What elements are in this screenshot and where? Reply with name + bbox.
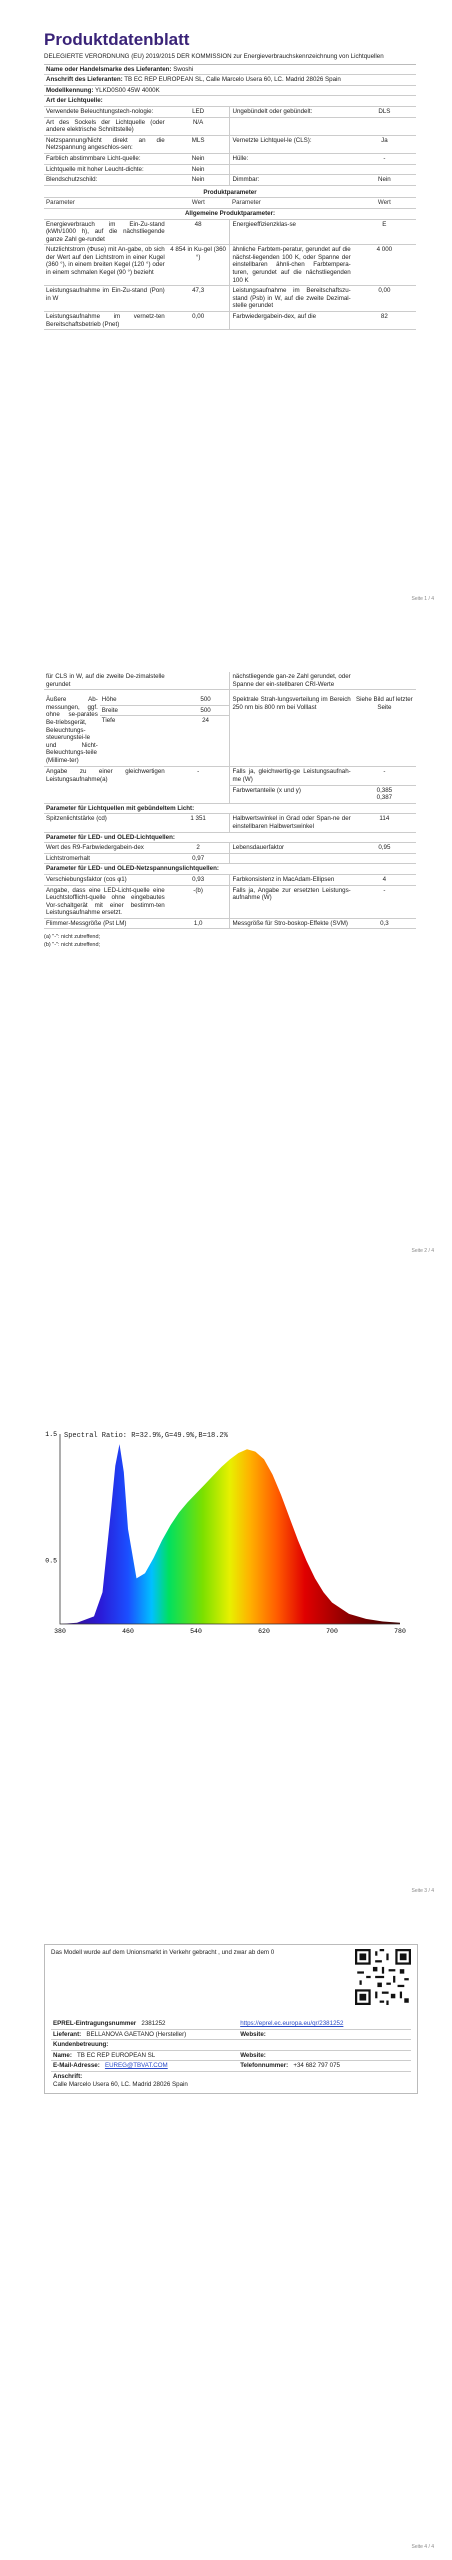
dim-width-value: 500 <box>182 705 230 716</box>
page-4 <box>0 1904 452 2560</box>
light-source-cell-label-2: Dimmbar: <box>230 175 353 186</box>
power-factor-label: Verschiebungsfaktor (cos φ1) <box>44 874 167 885</box>
mains-header: Parameter für LED- und OLED-Netzspannungslichtquellen: <box>44 864 416 875</box>
general-param-cell-label-1: Nutzlichtstrom (Φuse) mit An-gabe, ob sich der Wert auf den Lichtstrom in einer Kugel (360 °), in einem breiten Kegel (120 °) oder in einem schmalen Kegel (90 °) bezieht <box>44 245 167 286</box>
x-tick-label: 380 <box>54 1628 66 1635</box>
light-source-cell-value-2: DLS <box>353 107 416 117</box>
light-source-cell-value-2: Nein <box>353 175 416 186</box>
customer-service-label: Kundenbetreuung: <box>51 2040 411 2051</box>
general-param-cell-value-2: E <box>353 219 416 245</box>
col-value-2: Wert <box>353 198 416 209</box>
x-tick-label: 620 <box>258 1628 270 1635</box>
light-source-cell-label-2: Ungebündelt oder gebündelt: <box>230 107 353 117</box>
light-source-cell-value-1: Nein <box>167 175 230 186</box>
product-params-table <box>44 188 416 331</box>
light-source-cell-label-1: Lichtquelle mit hoher Leucht-dichte: <box>44 164 167 175</box>
supplier-name-label: Name oder Handelsmarke des Lieferanten: <box>46 65 172 73</box>
beam-angle-label: Halbwertswinkel in Grad oder Span-ne der einstellbaren Halbwertswinkel <box>230 814 353 832</box>
supplier-label: Lieferant: <box>53 2030 82 2038</box>
survival-label: Lebensdauerfaktor <box>230 843 353 854</box>
light-source-cell-value-1: Nein <box>167 153 230 164</box>
light-source-cell-label-1: Netzspannung/Nicht direkt an die Netzspannung angeschlos-sen: <box>44 135 167 153</box>
page-footer-3: Seite 3 / 4 <box>411 1888 434 1894</box>
params-table-cont <box>44 672 416 690</box>
stroboscopic-value: 0,3 <box>353 918 416 929</box>
general-param-cell-value-2: 82 <box>353 312 416 330</box>
general-param-row <box>44 245 416 286</box>
dls-header: Parameter für Lichtquellen mit gebündeltem Licht: <box>44 803 416 814</box>
equiv-table <box>44 767 416 929</box>
cls-standby-label: für CLS in W, auf die zweite De-zimalstelle gerundet <box>44 672 167 690</box>
light-source-cell-label-1: Verwendete Beleuchtungstech-nologie: <box>44 107 167 117</box>
supplier-address-label: Anschrift des Lieferanten: <box>46 76 123 84</box>
page-1-content <box>44 30 416 330</box>
power-factor-value: 0,93 <box>167 874 230 885</box>
name-label: Name: <box>53 2051 72 2059</box>
eprel-label: EPREL-Eintragungsnummer <box>53 2020 137 2027</box>
supplier-address-value: TB EC REP EUROPEAN SL, Calle Marcelo Usera 60, LC. Madrid 28026 Spain <box>124 76 341 84</box>
model-value: YLKD0S00 45W 4000K <box>95 86 160 94</box>
page-1 <box>0 0 452 612</box>
light-source-row <box>44 117 416 135</box>
eprel-value: 2381252 <box>141 2020 166 2027</box>
light-source-row <box>44 175 416 186</box>
light-source-cell-value-1: MLS <box>167 135 230 153</box>
general-param-cell-label-2: Leistungsaufnahme im Bereitschaftszu-stand (Psb) in W, auf die zweite Dezimal-stelle gerundet <box>230 286 353 312</box>
cri-value <box>353 672 416 690</box>
phone-label: Telefonnummer: <box>240 2062 289 2070</box>
col-value-1: Wert <box>167 198 230 209</box>
market-intro: Das Modell wurde auf dem Unionsmarkt in Verkehr gebracht , und zwar ab dem 0 <box>51 1949 275 1956</box>
color-consistency-value: 4 <box>353 874 416 885</box>
general-param-cell-label-2: Farbwiedergabein-dex, auf die <box>230 312 353 330</box>
light-source-row <box>44 107 416 117</box>
page-footer-4: Seite 4 / 4 <box>411 2544 434 2550</box>
lumen-maint-label: Lichtstromerhalt <box>44 853 167 864</box>
equiv-power-label: Angabe zu einer gleichwertigen Leistungsaufnahme(a) <box>46 768 165 783</box>
dim-width-label: Breite <box>100 705 182 716</box>
website-label-2: Website: <box>238 2050 411 2061</box>
address-label: Anschrift: <box>53 2072 83 2080</box>
peak-intensity-value: 1 351 <box>167 814 230 832</box>
eprel-link[interactable]: https://eprel.ec.europa.eu/qr/2381252 <box>240 2020 344 2027</box>
page-footer-1: Seite 1 / 4 <box>411 596 434 602</box>
light-source-row <box>44 153 416 164</box>
light-source-cell-label-2 <box>230 164 353 175</box>
dim-depth-value: 24 <box>182 716 230 767</box>
light-source-cell-label-2 <box>230 117 353 135</box>
replace-power-label: Falls ja, Angabe zur ersetzten Leistungs-aufnahme (W) <box>230 885 353 918</box>
dim-depth-label: Tiefe <box>100 716 182 767</box>
x-tick-label: 540 <box>190 1628 202 1635</box>
dims-table <box>44 690 416 767</box>
light-source-cell-value-1: Nein <box>167 164 230 175</box>
footnote-a: (a) "-": nicht zutreffend; <box>44 934 101 941</box>
lumen-maint-value: 0,97 <box>167 853 230 864</box>
supplier-table <box>44 65 416 107</box>
general-param-cell-label-1: Leistungsaufnahme im Ein-Zu-stand (Pon) in W <box>44 286 167 312</box>
light-source-cell-label-1: Art des Sockels der Lichtquelle (oder andere elektrische Schnittstelle) <box>44 117 167 135</box>
general-param-cell-label-2: Energieeffizienzklas-se <box>230 219 353 245</box>
page-2 <box>0 612 452 1264</box>
general-param-row <box>44 219 416 245</box>
light-source-type-label: Art der Lichtquelle: <box>44 96 416 107</box>
light-source-cell-value-2 <box>353 164 416 175</box>
r9-label: Wert des R9-Farbwiedergabein-dex <box>44 843 167 854</box>
stroboscopic-label: Messgröße für Stro-boskop-Effekte (SVM) <box>230 918 353 929</box>
name-value: TB EC REP EUROPEAN SL <box>76 2051 156 2059</box>
chart-title: Spectral Ratio: R=32.9%,G=49.9%,B=18.2% <box>64 1432 228 1440</box>
light-source-cell-label-1: Farblich abstimmbare Licht-quelle: <box>44 153 167 164</box>
general-param-cell-value-1: 0,00 <box>167 312 230 330</box>
dim-height-label: Höhe <box>100 690 182 705</box>
light-source-row <box>44 135 416 153</box>
general-param-cell-value-1: 48 <box>167 219 230 245</box>
light-source-table <box>44 107 416 186</box>
footnotes <box>44 933 416 949</box>
general-param-cell-label-1: Leistungsaufnahme im vernetz-ten Bereitschaftsbetrieb (Pnet) <box>44 312 167 330</box>
supplier-value: BELLANOVA GAETANO (Hersteller) <box>86 2030 187 2038</box>
x-tick-label: 780 <box>394 1628 406 1635</box>
replace-fluorescent-label: Angabe, dass eine LED-Licht-quelle eine Leuchtstofflicht-quelle ohne eingebautes Vor-schaltgerät mit einer bestimm-ten Leistungsaufnahme ersetzt. <box>44 885 167 918</box>
equiv-power-value: - <box>197 768 200 776</box>
chromaticity-x: 0,385 <box>376 786 393 794</box>
color-consistency-label: Farbkonsistenz in MacAdam-Ellipsen <box>230 874 353 885</box>
light-source-cell-value-1: LED <box>167 107 230 117</box>
light-source-cell-label-2: Vernetzte Lichtquel-le (CLS): <box>230 135 353 153</box>
product-params-header: Produktparameter <box>44 188 416 198</box>
general-param-cell-label-2: ähnliche Farbtem-peratur, gerundet auf die nächst-liegenden 100 K, oder Spanne der einstellbaren ähnli-chen Farbtempera-turen, gerundet auf die nächstliegenden 100 K <box>230 245 353 286</box>
dim-height-value: 500 <box>182 690 230 705</box>
general-params-header: Allgemeine Produktparameter: <box>44 208 416 219</box>
light-source-cell-label-1: Blendschutzschild: <box>44 175 167 186</box>
cri-label: nächstliegende gan-ze Zahl gerundet, oder Spanne der ein-stellbaren CRI-Werte <box>230 672 353 690</box>
page-3 <box>0 1264 452 1904</box>
general-param-cell-label-1: Energieverbrauch im Ein-Zu-stand (kWh/1000 h), auf die nächstliegende ganze Zahl ge-rundet <box>44 219 167 245</box>
light-source-cell-value-1: N/A <box>167 117 230 135</box>
chromaticity-label: Farbwertanteile (x und y) <box>230 785 353 803</box>
qr-code-icon <box>355 1949 411 2005</box>
light-source-row <box>44 164 416 175</box>
address-value: Calle Marcelo Usera 60, LC. Madrid 28026 Spain <box>53 2080 188 2088</box>
replace-fluorescent-value: -(b) <box>167 885 230 918</box>
general-param-cell-value-1: 47,3 <box>167 286 230 312</box>
general-param-cell-value-2: 0,00 <box>353 286 416 312</box>
general-param-cell-value-2: 4 000 <box>353 245 416 286</box>
r9-value: 2 <box>167 843 230 854</box>
dimensions-label: Äußere Ab-messungen, ggf. ohne se-parates Be-triebsgerät, Beleuchtungs-steuerungstei-le und Nicht-Beleuchtungs-teile (Millime-ter) <box>44 690 100 767</box>
col-param-1: Parameter <box>44 198 167 209</box>
email-link[interactable]: EUREG@TBVAT.COM <box>104 2062 168 2070</box>
flicker-label: Flimmer-Messgröße (Pst LM) <box>44 918 167 929</box>
y-tick-label: 0.5 <box>45 1557 57 1565</box>
equiv-power-label-2: Falls ja, gleichwertig-ge Leistungsaufnah-me (W) <box>230 767 353 785</box>
page-title: Produktdatenblatt <box>44 30 190 49</box>
light-source-cell-value-2: - <box>353 153 416 164</box>
spectral-value: Siehe Bild auf letzter Seite <box>353 690 416 767</box>
spectral-chart <box>20 1404 420 1644</box>
general-param-row <box>44 286 416 312</box>
phone-value: +34 682 797 075 <box>293 2062 340 2070</box>
eprel-table <box>51 2019 411 2089</box>
supplier-name-value: Swoshi <box>173 65 194 73</box>
footnote-b: (b) "-": nicht zutreffend; <box>44 942 101 949</box>
col-param-2: Parameter <box>230 198 353 209</box>
light-source-cell-value-2 <box>353 117 416 135</box>
peak-intensity-label: Spitzenlichtstärke (cd) <box>44 814 167 832</box>
x-tick-label: 460 <box>122 1628 134 1635</box>
flicker-value: 1,0 <box>167 918 230 929</box>
replace-power-value: - <box>353 885 416 918</box>
spectrum-area <box>60 1444 400 1624</box>
eprel-box <box>44 1944 418 2094</box>
survival-value: 0,95 <box>353 843 416 854</box>
led-header: Parameter für LED- und OLED-Lichtquellen: <box>44 832 416 843</box>
model-label: Modellkennung: <box>46 86 94 94</box>
y-tick-label: 1.5 <box>45 1431 57 1438</box>
page-footer-2: Seite 2 / 4 <box>411 1248 434 1254</box>
light-source-cell-label-2: Hülle: <box>230 153 353 164</box>
chromaticity-y: 0,387 <box>376 794 393 802</box>
email-label: E-Mail-Adresse: <box>53 2062 100 2070</box>
equiv-power-value-2: - <box>353 767 416 785</box>
x-tick-label: 700 <box>326 1628 338 1635</box>
general-param-row <box>44 312 416 330</box>
general-param-cell-value-1: 4 854 in Ku-gel (360 °) <box>167 245 230 286</box>
regulation-subtitle: DELEGIERTE VERORDNUNG (EU) 2019/2015 DER KOMMISSION zur Energieverbrauchskennzeichnung von Lichtquellen <box>44 53 416 65</box>
beam-angle-value: 114 <box>353 814 416 832</box>
cls-standby-value <box>167 672 230 690</box>
website-label: Website: <box>238 2029 411 2040</box>
page-2-content <box>44 672 416 949</box>
light-source-cell-value-2: Ja <box>353 135 416 153</box>
spectral-label: Spektrale Strah-lungsverteilung im Bereich 250 nm bis 800 nm bei Volllast <box>230 690 353 767</box>
